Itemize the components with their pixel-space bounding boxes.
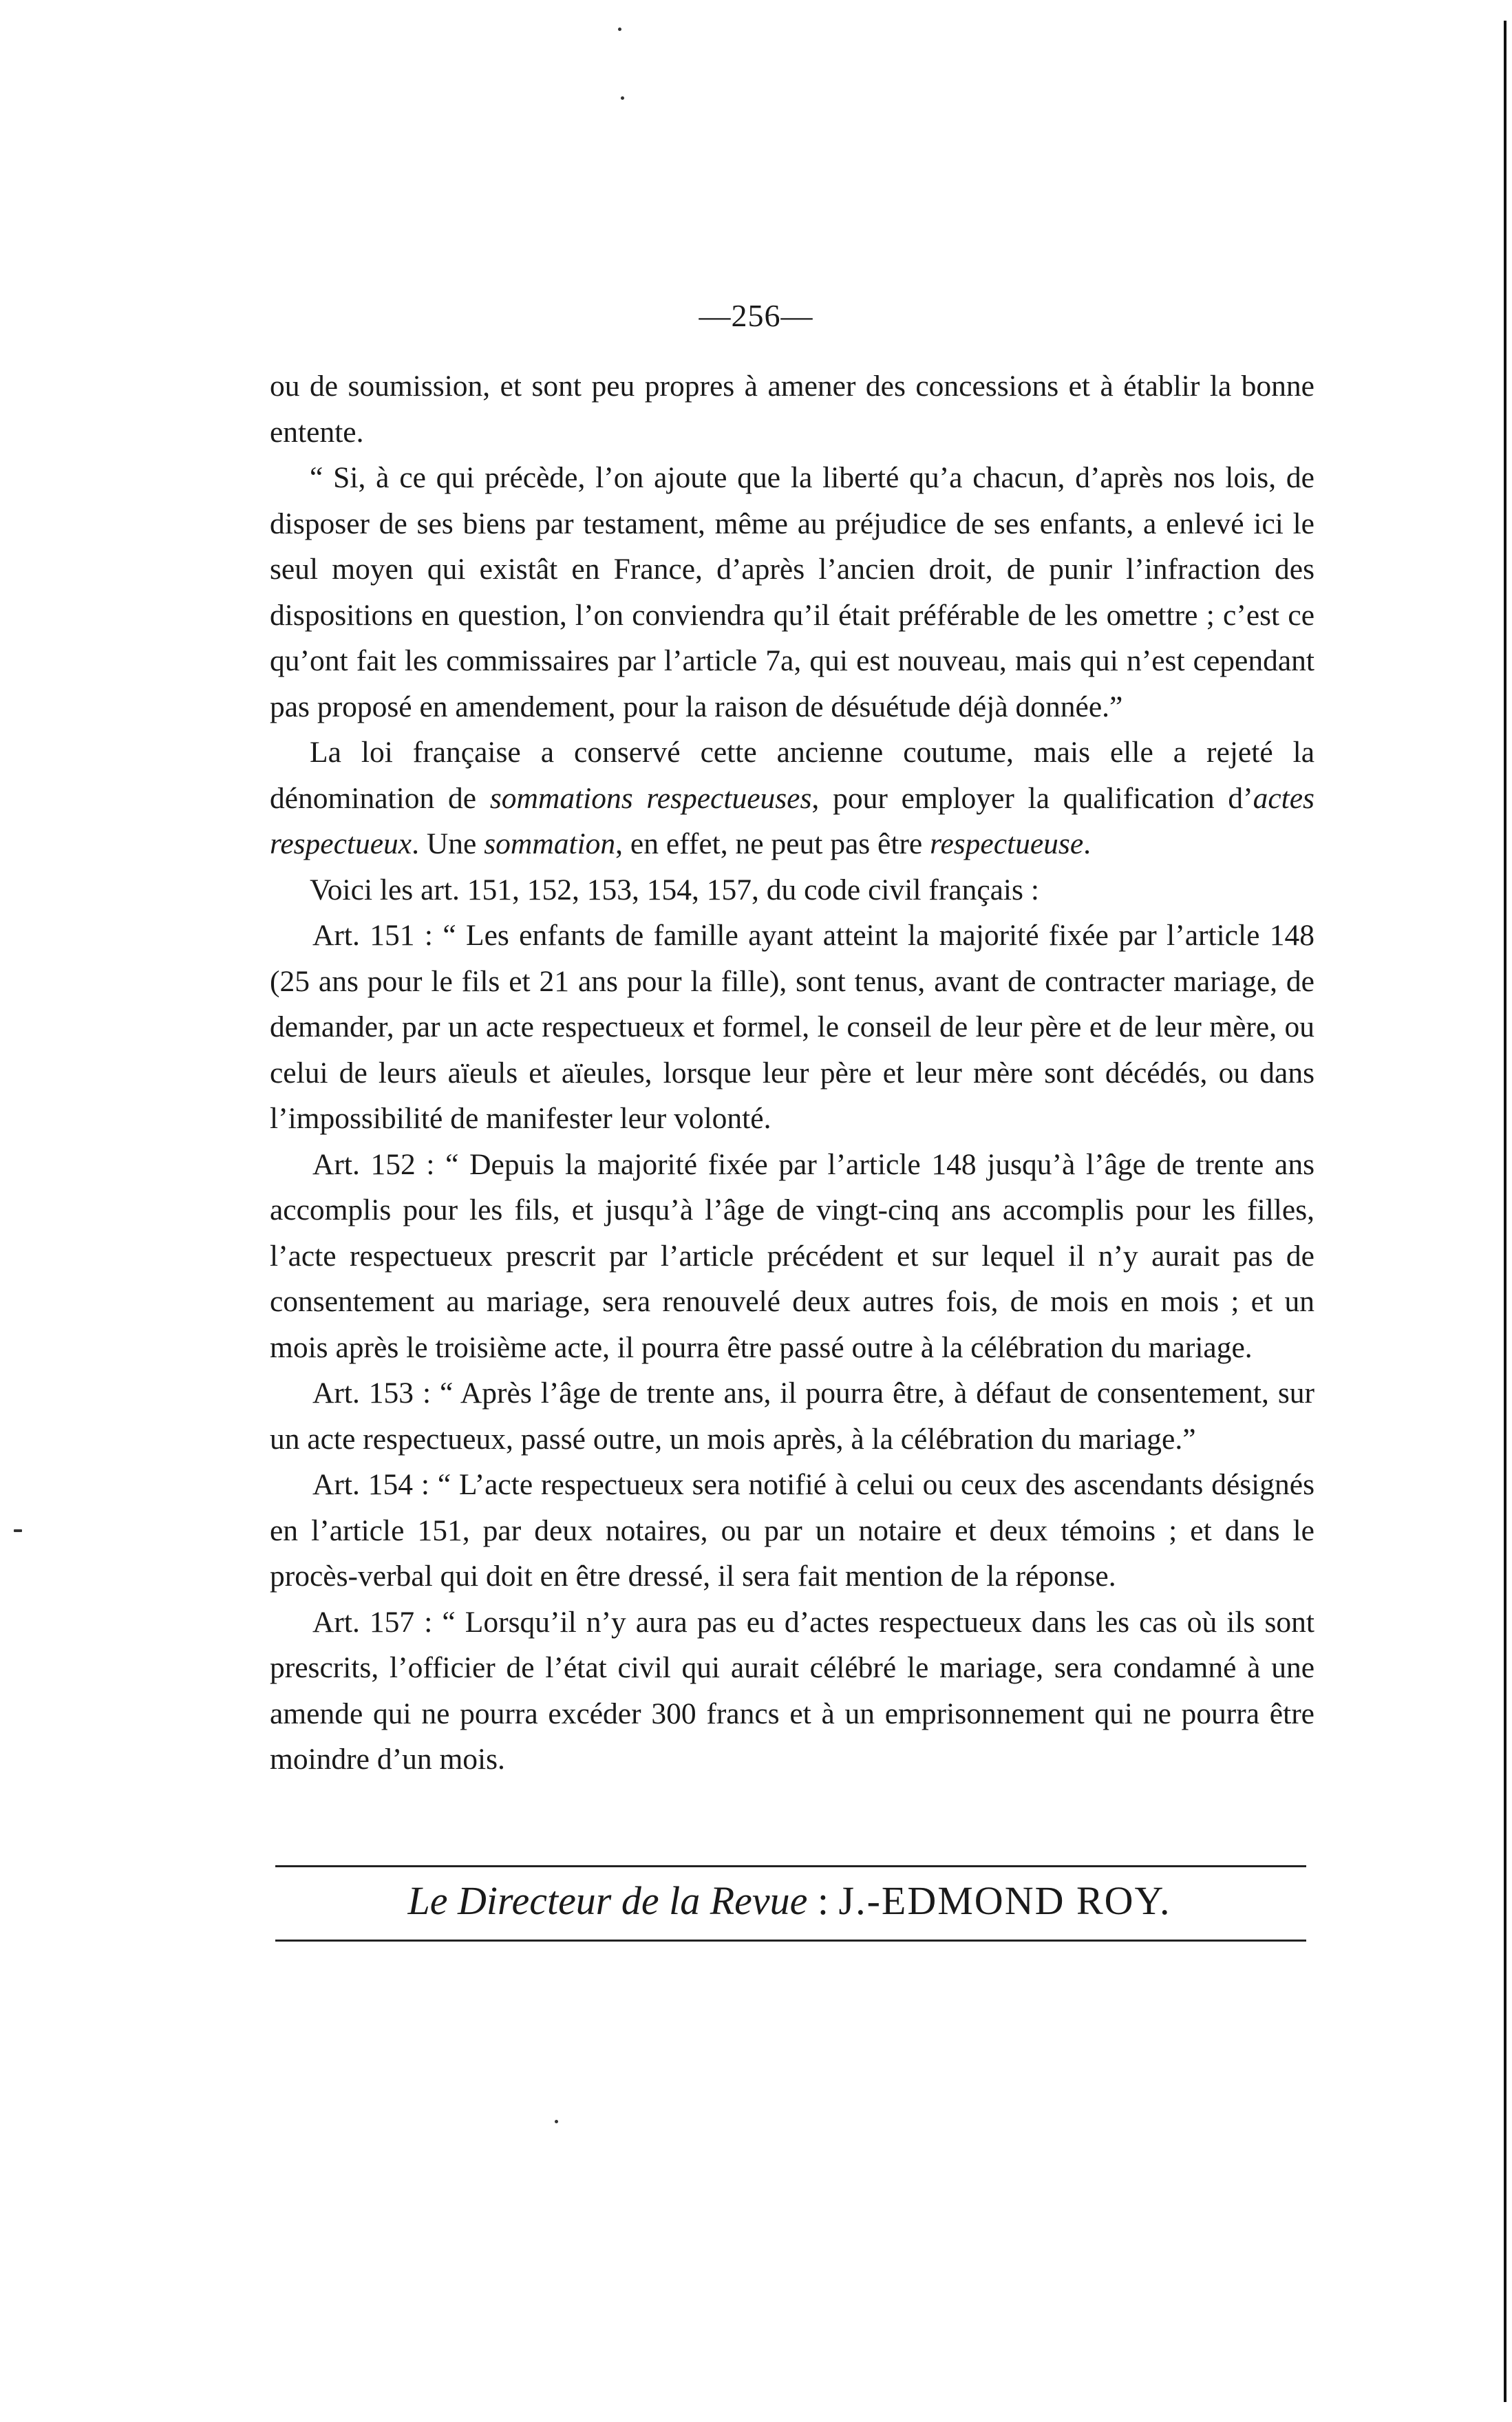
text-run: . Une bbox=[412, 827, 485, 860]
italic-term: sommations respectueuses bbox=[489, 781, 812, 815]
top-rule bbox=[275, 1865, 1306, 1867]
italic-term: sommation bbox=[484, 827, 616, 860]
signature-label: Le Directeur de la Revue bbox=[407, 1878, 808, 1923]
print-speck bbox=[555, 2120, 558, 2123]
signature-line bbox=[270, 1878, 1309, 1924]
text-run: La loi française a conservé cette ancienne coutume, mais elle a rejeté la dénomination de bbox=[270, 736, 1314, 815]
paragraph: Art. 152 : “ Depuis la majorité fixée par l’article 148 jusqu’à l’âge de trente ans accomplis pour les fils, et jusqu’à l’âge de vingt-cinq ans accomplis pour les filles, l’acte respectueux prescrit par l’article précédent et sur lequel il n’y aurait pas de consentement au mariage, sera renouvelé deux autres fois, de mois en mois ; et un mois après le troisième acte, il pourra être passé outre à la célébration du mariage. bbox=[270, 1147, 1314, 1364]
paragraph: Art. 157 : “ Lorsqu’il n’y aura pas eu d’actes respectueux dans les cas où ils sont prescrits, l’officier de l’état civil qui aurait célébré le mariage, sera condamné à une amende qui ne pourra excéder 300 francs et à un emprisonnement qui ne pourra être moindre d’un mois. bbox=[270, 1605, 1314, 1776]
page-edge-line bbox=[1504, 21, 1506, 2402]
print-speck bbox=[618, 28, 621, 31]
paragraph: Art. 154 : “ L’acte respectueux sera notifié à celui ou ceux des ascendants désignés en l’article 151, par deux notaires, ou par un notaire et deux témoins ; et dans le procès-verbal qui doit en être dressé, il sera fait mention de la réponse. bbox=[270, 1468, 1314, 1593]
italic-term: actes respectueux bbox=[270, 781, 1314, 860]
paragraph: ou de soumission, et sont peu propres à amener des concessions et à établir la bonne entente. bbox=[270, 370, 1314, 449]
paragraph bbox=[270, 730, 1314, 867]
paragraph: “ Si, à ce qui précède, l’on ajoute que la liberté qu’a chacun, d’après nos lois, de disposer de ses biens par testament, même au préjudice de ses enfants, a enlevé ici le seul moyen qui existât en France, d’après l’ancien droit, de punir l’infraction des dispositions en question, l’on conviendra qu’il était préférable de les omettre ; c’est ce qu’ont fait les commissaires par l’article 7a, qui est nouveau, mais qui n’est cependant pas proposé en amendement, pour la raison de désuétude déjà donnée.” bbox=[270, 461, 1314, 723]
text-run: , en effet, ne peut pas être bbox=[615, 827, 930, 860]
paragraph: Art. 153 : “ Après l’âge de trente ans, il pourra être, à défaut de consentement, sur un acte respectueux, passé outre, un mois après, à la célébration du mariage.” bbox=[270, 1377, 1314, 1456]
paragraph: Art. 151 : “ Les enfants de famille ayant atteint la majorité fixée par l’article 148 (25 ans pour le fils et 21 ans pour la fille), sont tenus, avant de contracter mariage, de demander, par un acte respectueux et formel, le conseil de leur père et de leur mère, ou celui de leurs aïeuls et aïeules, lorsque leur père et leur mère sont décédés, ou dans l’impossibilité de manifester leur volonté. bbox=[270, 919, 1314, 1135]
paragraph: Voici les art. 151, 152, 153, 154, 157, du code civil français : bbox=[310, 873, 1039, 906]
text-run: . bbox=[1083, 827, 1092, 860]
print-speck bbox=[621, 96, 624, 100]
italic-term: respectueuse bbox=[930, 827, 1084, 860]
body-text bbox=[270, 363, 1314, 1783]
bottom-rule bbox=[275, 1940, 1306, 1942]
print-speck bbox=[14, 1529, 22, 1532]
signature-name: J.-EDMOND ROY. bbox=[838, 1878, 1171, 1923]
signature-separator: : bbox=[807, 1878, 839, 1923]
page-number: —256— bbox=[699, 298, 813, 333]
text-run: , pour employer la qualification d’ bbox=[811, 781, 1253, 815]
